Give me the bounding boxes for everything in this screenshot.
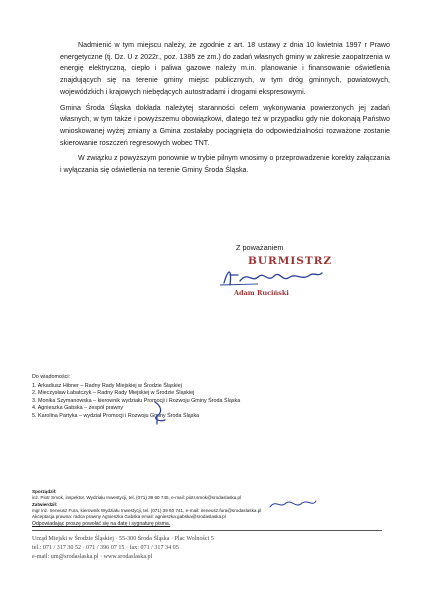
signature-name: Adam Ruciński — [234, 289, 289, 297]
list-item: 5. Karolina Partyka – wydział Promocji i Rozwoju Gminy Środa Śląska — [32, 412, 200, 419]
signature-block — [218, 255, 338, 315]
initials-icon — [268, 497, 318, 511]
list-item: 4. Agnieszka Gabska – zespół prawny — [32, 405, 124, 412]
prepared-by-block — [32, 489, 372, 520]
closing-phrase: Z poważaniem — [236, 243, 284, 252]
distribution-heading: Do wiadomości: — [32, 374, 71, 380]
footer-contact: e-mail: um@srodaslaska.pl · www.srodaslaska.pl — [32, 553, 153, 560]
list-item: 1. Arkadiusz Hibner – Radny Rady Miejskiej w Środzie Śląskiej — [32, 382, 182, 389]
footer-phone: tel.: 071 / 317 30 52 · 071 / 396 07 15 · fax: 071 / 317 34 05 — [32, 544, 179, 551]
paragraph-legal-basis: Nadmienić w tym miejscu należy, że zgodnie z art. 18 ustawy z dnia 10 kwietnia 1997 r Prawo energetyczne (tj. Dz. U z 2022r., poz. 1385 ze zm.) do zadań własnych gminy w zakresie zaopatrzenia w energię elektryczną, ciepło i paliwa gazowe należy m.in. planowanie i finansowanie oświetlenia znajdujących się na terenie gminy miejsc publicznych, w tym dróg gminnych, powiatowych, wojewódzkich i krajowych niebędących autostradami i drogami ekspresowymi. — [60, 41, 390, 96]
prepared-text: inż. Piotr Smok, inspektor. Wydziału Inwestycji, tel. (071) 39 60 745, e-mail: piotr.smok@srodaslaska.pl — [32, 495, 242, 501]
paragraph-request: W związku z powyższym ponownie w trybie pilnym wnosimy o przeprowadzenie korekty załączania i wyłączania się oświetlenia na terenie Gminy Środa Śląska. — [60, 154, 390, 175]
distribution-list — [32, 374, 332, 421]
agreed-label: Zatwierdził: — [32, 501, 58, 507]
initials-icon — [151, 400, 169, 426]
paragraph-obligation: Gmina Środa Śląska dokłada należytej staranności celem wykonywania powierzonych jej zadań własnych, w tym także i powyższemu obowiązkowi, dlatego też w przypadku gdy nie dokonają Państwo wnioskowanej wyżej zmiany a Gmina zostałaby pociągnięta do odpowiedzialności rozważone zostanie skierowanie roszczeń regresowych wobec TNT. — [60, 103, 390, 147]
list-item: 2. Mieczysław Łabatczyk – Radny Rady Miejskiej w Środzie Śląskiej — [32, 390, 195, 397]
legal-acceptance-text: Akceptacja prawna: radca prawny Agnieszka Gabska email: agnieszka.gabska@srodaslaska.pl — [32, 514, 226, 520]
reply-note: Odpowiadając proszę powołać się na datę i sygnaturę pisma. — [32, 521, 171, 527]
signature-icon — [218, 261, 328, 291]
footer — [32, 535, 214, 561]
footer-address: Urząd Miejski w Środzie Śląskiej · 55-300 Środa Śląska · Plac Wolności 5 — [32, 536, 214, 542]
signature-title: BURMISTRZ — [248, 255, 333, 267]
distribution-items — [32, 383, 332, 421]
footer-divider — [32, 530, 382, 531]
prepared-label: Sporządził: — [32, 489, 57, 494]
agreed-text: mgr inż. Ireneusz Fura, kierownik Wydziału Inwestycji, tel. (071) 39 60 741, e-mail: ireneusz.fura@srodaslaska.pl — [32, 507, 262, 513]
list-item: 3. Monika Szymanowska – kierownik wydziału Promocji i Rozwoju Gminy Środa Śląska — [32, 397, 241, 404]
letter-body — [60, 40, 390, 181]
